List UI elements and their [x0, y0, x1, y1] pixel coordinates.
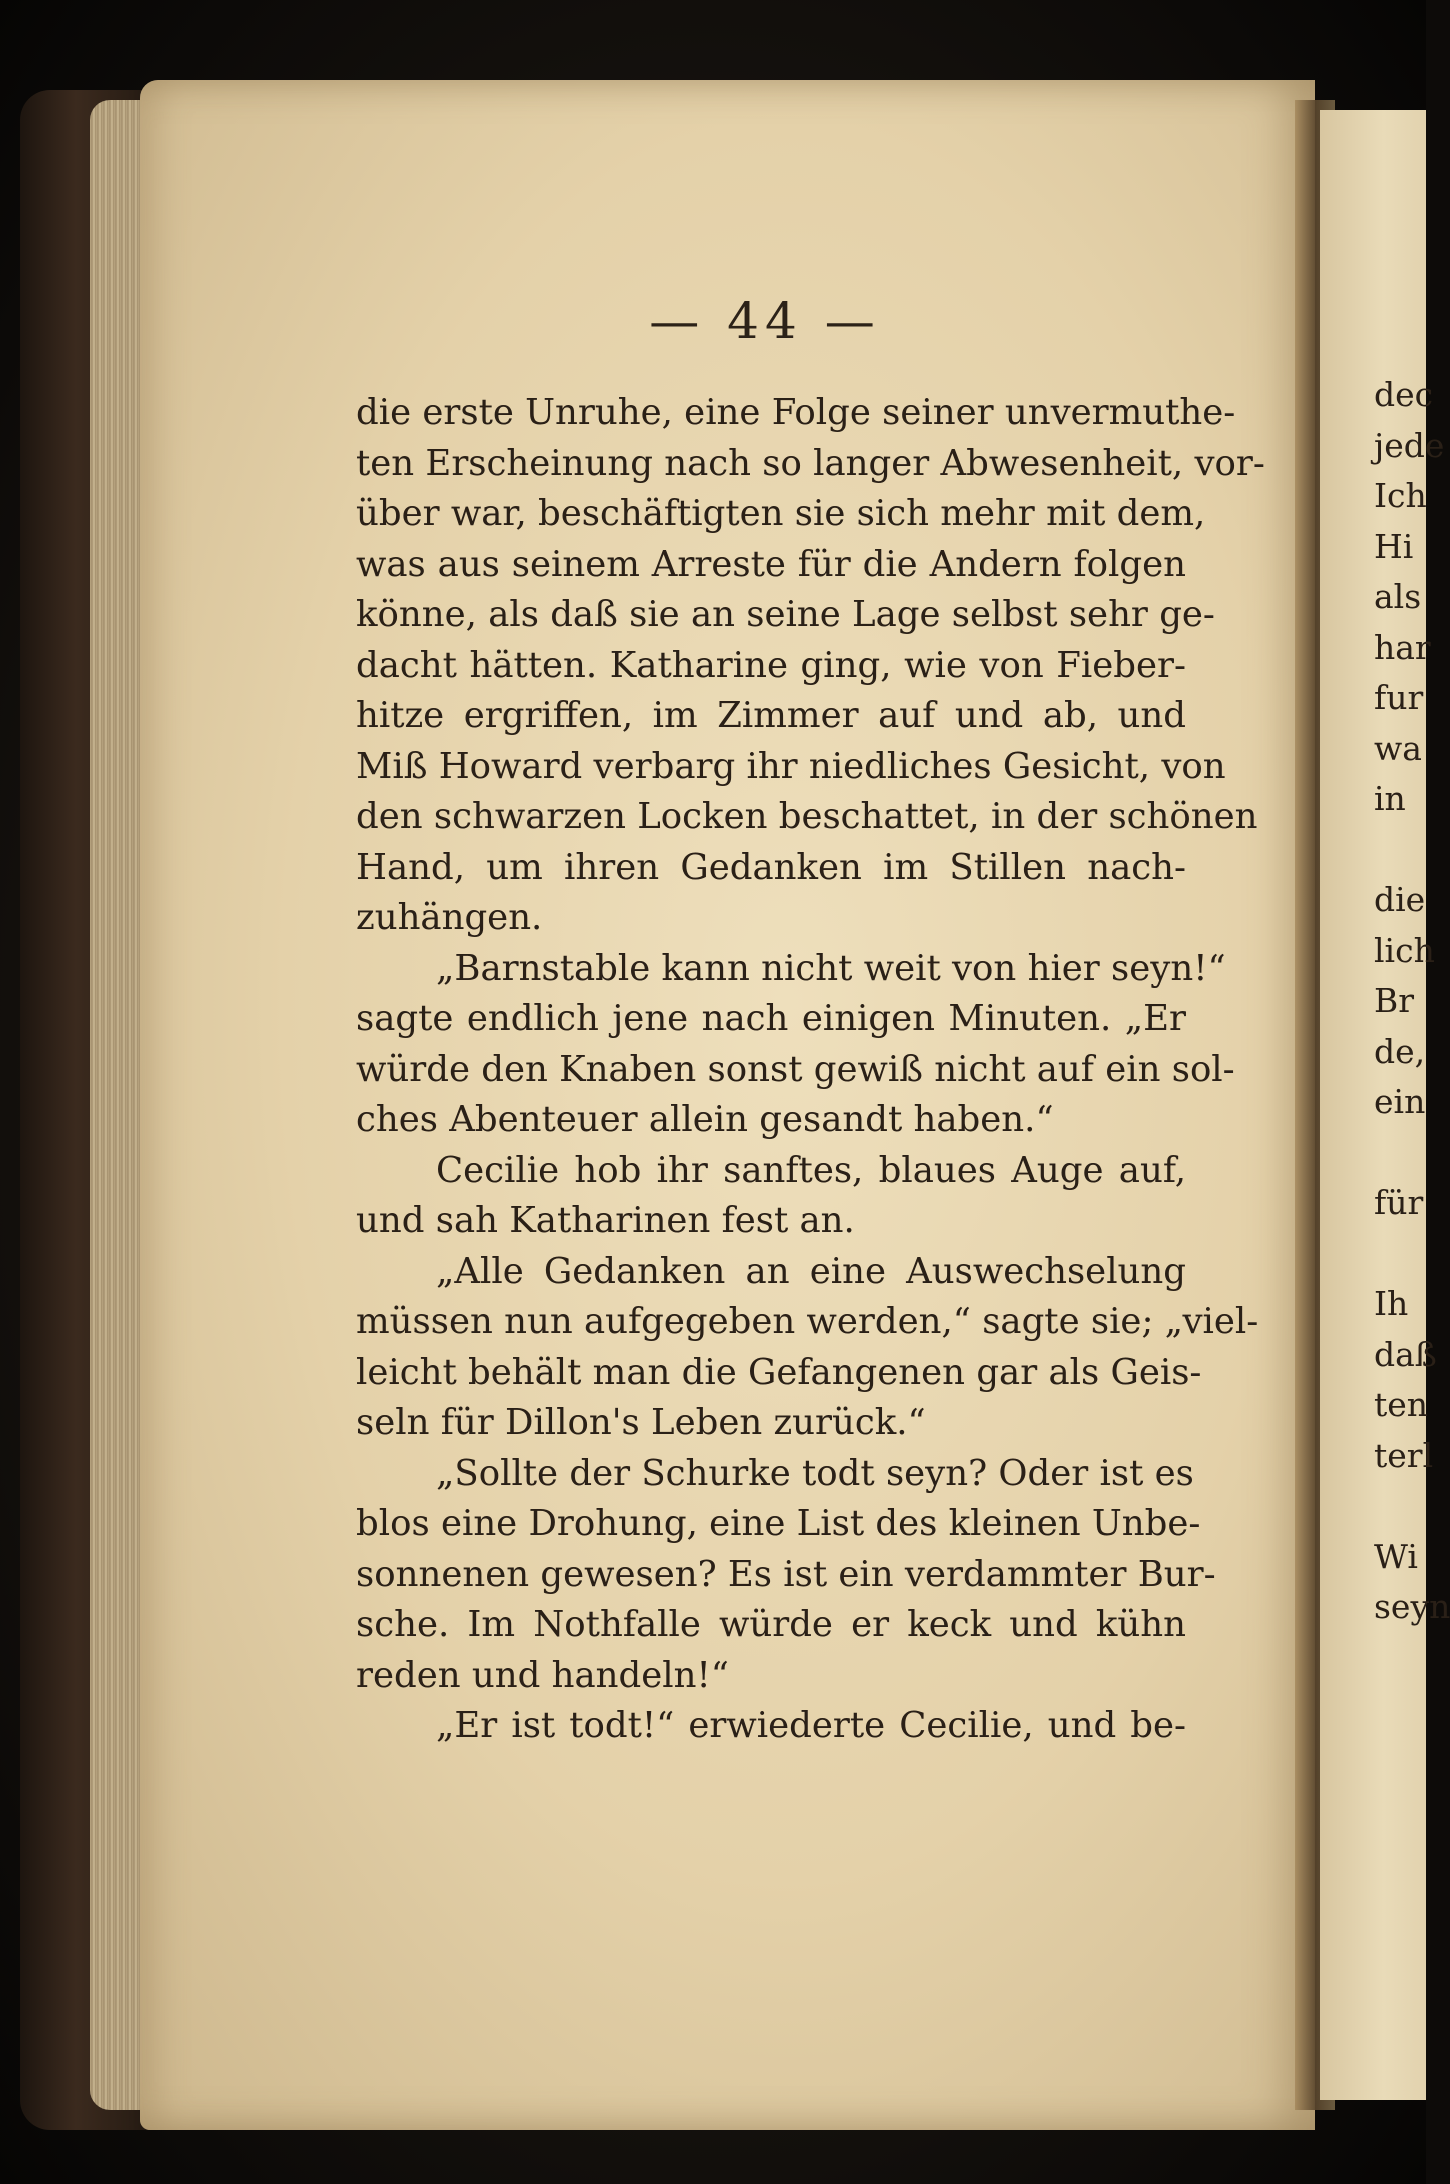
text-line: könne, als daß sie an seine Lage selbst sehr ge- [356, 594, 1215, 635]
text-line: leicht behält man die Gefangenen gar als Geis- [356, 1351, 1202, 1393]
facing-page-fragment [1374, 1481, 1426, 1532]
facing-page-fragment: terl [1374, 1435, 1434, 1475]
facing-page-text [1374, 370, 1450, 1633]
text-line: „Sollte der Schurke todt seyn? Oder ist es [436, 1452, 1194, 1494]
facing-page-fragment: ten [1374, 1385, 1429, 1424]
text-line: den schwarzen Locken beschattet, in der schönen [356, 796, 1258, 837]
text-line: ten Erscheinung nach so langer Abwesenheit, vor- [356, 442, 1265, 484]
text-line: „Er ist todt!“ erwiederte Cecilie, und be- [436, 1705, 1186, 1746]
facing-page-fragment: Wi [1374, 1536, 1418, 1576]
text-line: sonnenen gewesen? Es ist ein verdammter Bur- [356, 1553, 1216, 1595]
page-number: — 44 — [649, 292, 881, 350]
text-line: hitze ergriffen, im Zimmer auf und ab, und [356, 695, 1186, 736]
text-line: zuhängen. [356, 897, 543, 938]
facing-page-fragment: de, [1374, 1031, 1426, 1071]
facing-page-fragment: har [1374, 627, 1431, 667]
text-line: und sah Katharinen fest an. [356, 1200, 855, 1241]
facing-page-fragment: die [1374, 880, 1426, 919]
text-line: „Alle Gedanken an eine Auswechselung [436, 1250, 1186, 1292]
facing-page-fragment: Hi [1374, 526, 1414, 566]
text-line: seln für Dillon's Leben zurück.“ [356, 1402, 926, 1443]
facing-page-fragment: jede [1374, 425, 1445, 465]
facing-page-fragment [1374, 1229, 1426, 1280]
facing-page-fragment: daß [1374, 1334, 1437, 1374]
text-line: Hand, um ihren Gedanken im Stillen nach- [356, 846, 1186, 888]
facing-page-fragment: lich [1374, 930, 1435, 970]
text-line: würde den Knaben sonst gewiß nicht auf ein sol- [356, 1048, 1235, 1090]
text-line: Cecilie hob ihr sanftes, blaues Auge auf, [436, 1149, 1186, 1191]
text-line: sagte endlich jene nach einigen Minuten. „Er [356, 998, 1186, 1039]
text-line: müssen nun aufgegeben werden,“ sagte sie; „viel- [356, 1301, 1259, 1342]
text-line: was aus seinem Arreste für die Andern folgen [356, 543, 1186, 585]
text-line: blos eine Drohung, eine List des kleinen Unbe- [356, 1503, 1201, 1544]
text-line: „Barnstable kann nicht weit von hier seyn!“ [436, 947, 1226, 989]
text-line: Miß Howard verbarg ihr niedliches Gesicht, von [356, 745, 1226, 787]
facing-page-fragment: wa [1374, 728, 1422, 768]
facing-page-fragment: für [1374, 1183, 1424, 1222]
facing-page-fragment: ein [1374, 1082, 1426, 1121]
text-line: dacht hätten. Katharine ging, wie von Fieber- [356, 644, 1186, 686]
facing-page-fragment: Br [1374, 981, 1415, 1020]
text-line: über war, beschäftigten sie sich mehr mit dem, [356, 493, 1206, 534]
facing-page-fragment: fur [1374, 678, 1424, 717]
body-text [356, 388, 1265, 1752]
text-line: die erste Unruhe, eine Folge seiner unvermuthe- [356, 392, 1236, 433]
text-line: sche. Im Nothfalle würde er keck und kühn [356, 1604, 1186, 1645]
facing-page-fragment: Ich [1374, 476, 1427, 515]
facing-page-fragment: dec [1374, 375, 1434, 414]
text-line: reden und handeln!“ [356, 1654, 729, 1696]
facing-page-fragment [1374, 1128, 1426, 1179]
facing-page-fragment: Ih [1374, 1284, 1409, 1323]
facing-page-fragment: in [1374, 779, 1406, 818]
facing-page-fragment [1374, 825, 1426, 876]
text-line: ches Abenteuer allein gesandt haben.“ [356, 1099, 1054, 1140]
facing-page-fragment: als [1374, 577, 1422, 616]
facing-page-fragment: seyn [1374, 1587, 1450, 1626]
